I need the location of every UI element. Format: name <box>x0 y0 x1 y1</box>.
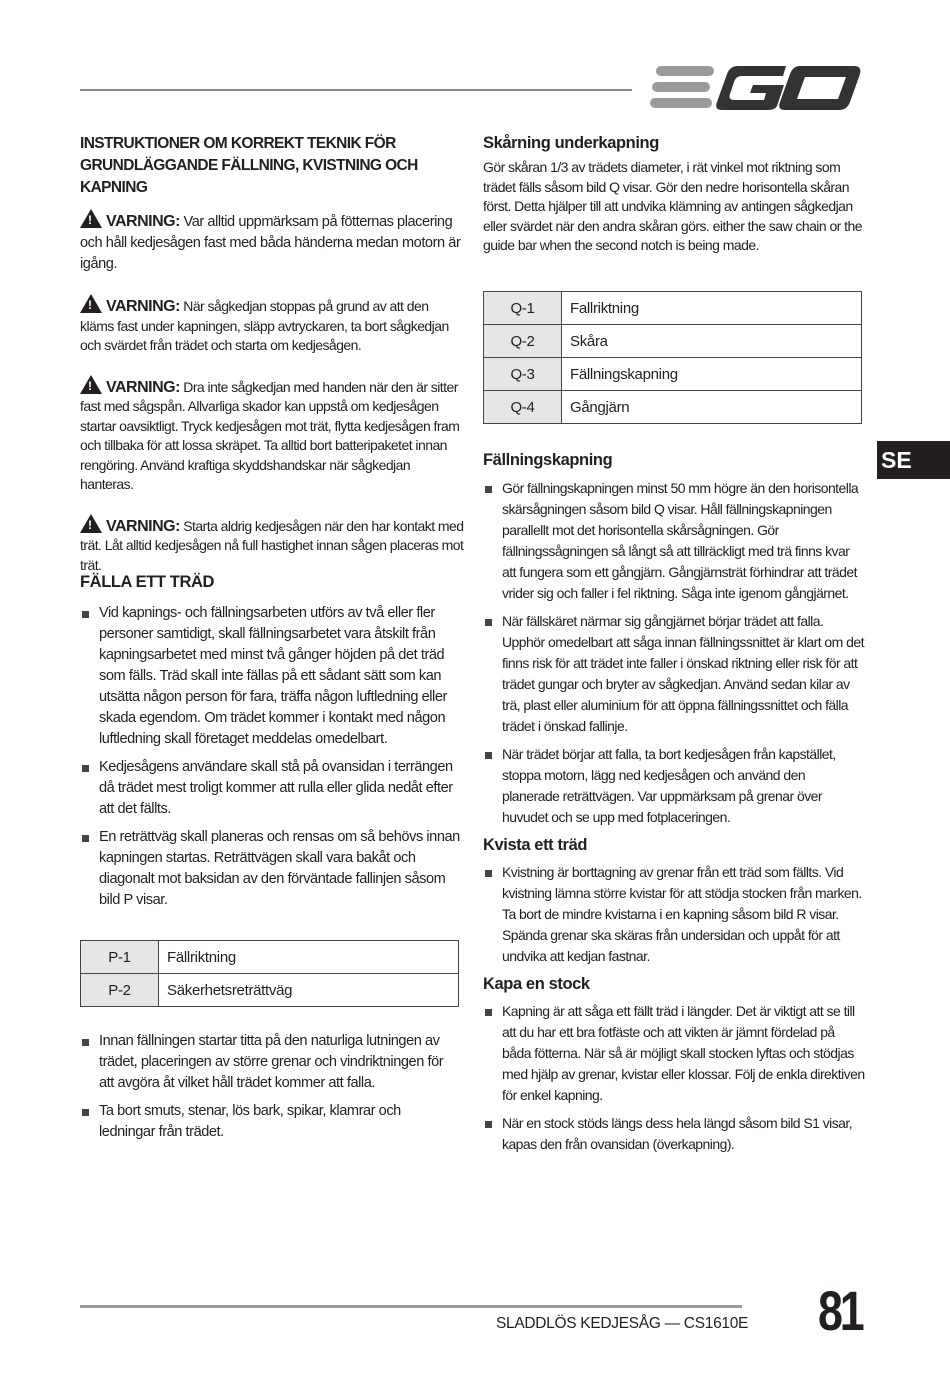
section-heading: FÄLLA ETT TRÄD <box>80 573 215 591</box>
legend-table-p <box>80 940 459 1007</box>
paragraph: Gör skåran 1/3 av trädets diameter, i rät vinkel mot riktning som trädet fälls såsom bild Q visar. Gör den nedre horisontella skåran först. Detta hjälper till att undvika klämning av antingen sågkedjan eller svärdet när den andra skåran görs. either the saw chain or the guide bar when the second notch is being made. <box>483 159 862 253</box>
table-row: Q-2 Skåra <box>484 325 862 358</box>
warning-icon <box>80 514 102 533</box>
list-item: En reträttväg skall planeras och rensas om så behövs innan kapningen startas. Reträttvägen skall vara bakåt och diagonalt mot baksidan av den förväntade fallinjen såsom bild P visar. <box>80 827 460 911</box>
legend-table-q <box>483 291 862 424</box>
warning-icon <box>80 294 102 313</box>
notch-section <box>483 134 863 256</box>
table-row: Q-3 Fällningskapning <box>484 358 862 391</box>
list-item: När trädet börjar att falla, ta bort kedjesågen från kapstället, stoppa motorn, lägg ned kedjesågen och använd den planerade reträttvägen. Var uppmärksam på grenar över huvudet och se upp med fotplaceringen. <box>483 744 865 828</box>
list-item: Kedjesågens användare skall stå på ovansidan i terrängen då trädet mest troligt kommer att rulla eller glida nedåt efter att det fällts. <box>80 757 460 820</box>
list-item: När en stock stöds längs dess hela längd såsom bild S1 visar, kapas den från ovansidan (överkapning). <box>483 1113 865 1155</box>
table-row: Q-1 Fallriktning <box>484 292 862 325</box>
section-heading: Fällningskapning <box>483 451 613 469</box>
warning-icon <box>80 209 102 228</box>
table-row: Q-4 Gångjärn <box>484 391 862 424</box>
list-item: Kapning är att såga ett fällt träd i längder. Det är viktigt att se till att du har ett bra fotfäste och att vikten är jämnt fördelad på båda fötterna. När så är möjligt skall stocken lyftas och stödjas med hjälp av grenar, kvistar eller klossar. Följ de enkla direktiven för enkel kapning. <box>483 1001 865 1106</box>
warning-4: !VARNING: Starta aldrig kedjesågen när den har kontakt med trät. Låt alltid kedjesågen nå full hastighet innan sågen placeras mot trät. <box>80 514 465 576</box>
warning-1: !VARNING: Var alltid uppmärksam på fötternas placering och håll kedjesågen fast med båda händerna medan motorn är igång. <box>80 209 465 275</box>
table-row: P-1 Fällriktning <box>81 941 459 974</box>
language-tab: SE <box>877 441 950 479</box>
header-rule <box>80 89 632 91</box>
section-heading: Kvista ett träd <box>483 836 588 854</box>
list-item: Gör fällningskapningen minst 50 mm högre än den horisontella skärsågningen såsom bild Q visar. Håll fällningskapningen parallellt mot det horisontella skårsågningen. Gör fällningssågningen så långt så att tillräckligt med trä finns kvar att fungera som ett gångjärn. Gångjärnsträt förhindrar att trädet vrider sig och faller i fel riktning. Såga inte igenom gångjärnet. <box>483 478 865 604</box>
footer-rule <box>80 1305 742 1308</box>
warning-3: !VARNING: Dra inte sågkedjan med handen när den är sitter fast med sågspån. Allvarliga skador kan uppstå om kedjesågen startar oavsiktligt. Tryck kedjesågen mot trät, flytta kedjesågen fram och tillbaka för att lossa skräpet. Ta alltid bort batteripaketet innan rengöring. Använd kraftiga skyddshandskar när sågkedjan hanteras. <box>80 375 465 495</box>
right-sections <box>483 450 865 1162</box>
list-item: Innan fällningen startar titta på den naturliga lutningen av trädet, placeringen av större grenar och vindriktningen för att avgöra åt vilket håll trädet kommer att falla. <box>80 1031 460 1094</box>
fall-tree-section <box>80 572 460 918</box>
list-item: Kvistning är borttagning av grenar från ett träd som fällts. Vid kvistning lämna större kvistar för att stödja stocken från marken. Ta bort de mindre kvistarna i en kapning såsom bild R visar. Spända grenar ska skäras från undersidan och uppåt för att undvika att kedjan fastnar. <box>483 862 865 967</box>
list-item: Vid kapnings- och fällningsarbeten utförs av två eller fler personer samtidigt, skall fällningsarbetet vara åtskilt från kapningsarbetet med minst två gånger höjden på det träd som fälls. Träd skall inte fällas på ett sådant sätt som kan utsätta någon person för fara, träffa någon luftledning eller skada egendom. Om trädet kommer i kontakt med någon luftledning skall företaget meddelas omedelbart. <box>80 603 460 750</box>
fall-tree-list-2 <box>80 1031 460 1150</box>
section-heading: Kapa en stock <box>483 975 590 993</box>
warning-2: !VARNING: När sågkedjan stoppas på grund av att den kläms fast under kapningen, släpp avtryckaren, ta bort sågkedjan och svärdet från trädet och starta om kedjesågen. <box>80 294 465 356</box>
footer-title: SLADDLÖS KEDJESÅG — CS1610E <box>496 1315 749 1332</box>
ego-logo <box>650 62 862 114</box>
list-item: När fällskäret närmar sig gångjärnet börjar trädet att falla. Upphör omedelbart att såga innan fällningssnittet är klart om det finns risk för att trädet inte faller i önskad riktning eller risk för att trädet gungar och bryter av sågkedjan. Använd sedan kilar av trä, plast eller aluminium för att öppna fällningssnittet och fälla trädet i önskad fallinje. <box>483 611 865 737</box>
table-row: P-2 Säkerhetsreträttväg <box>81 974 459 1007</box>
section-heading: INSTRUKTIONER OM KORREKT TEKNIK FÖR GRUNDLÄGGANDE FÄLLNING, KVISTNING OCH KAPNING <box>80 135 418 196</box>
page-number: 81 <box>818 1279 862 1342</box>
section-heading: Skårning underkapning <box>483 134 659 152</box>
warning-icon <box>80 375 102 394</box>
list-item: Ta bort smuts, stenar, lös bark, spikar, klamrar och ledningar från trädet. <box>80 1101 460 1143</box>
left-column <box>80 133 465 594</box>
